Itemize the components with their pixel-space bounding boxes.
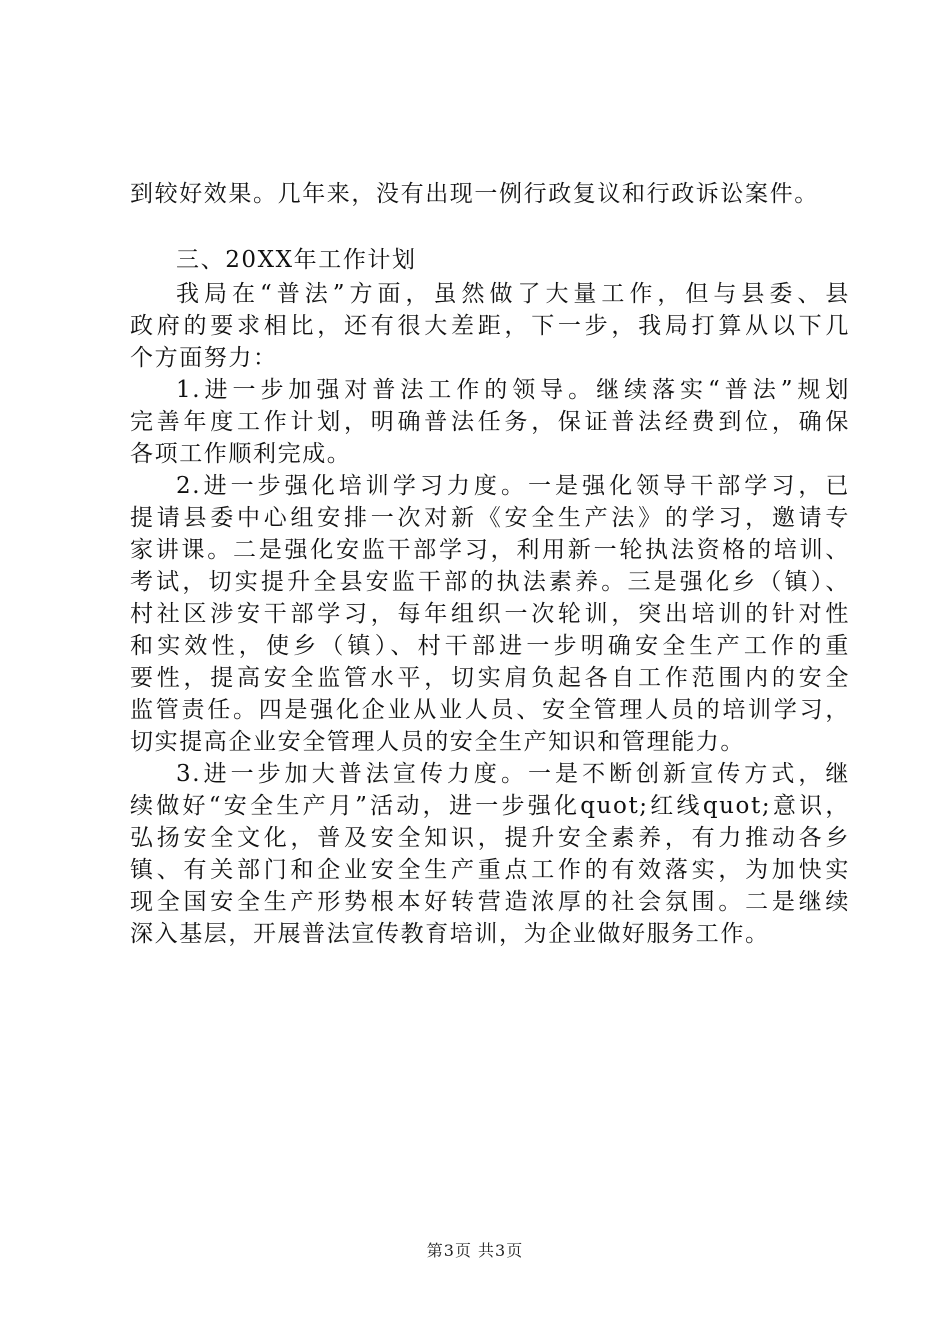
- section-heading: 三、20XX年工作计划: [176, 247, 417, 273]
- page-number-footer: 第3页 共3页: [426, 1241, 524, 1260]
- item1-line-3: 各项工作顺利完成。: [130, 441, 352, 467]
- item1-line-1: 1.进一步加强对普法工作的领导。继续落实“普法”规划: [176, 377, 850, 403]
- item3-line-5: 现全国安全生产形势根本好转营造浓厚的社会氛围。二是继续: [130, 889, 850, 915]
- intro-line-2: 政府的要求相比，还有很大差距，下一步，我局打算从以下几: [130, 313, 850, 339]
- item2-line-4: 考试，切实提升全县安监干部的执法素养。三是强化乡（镇）、: [130, 569, 850, 595]
- item3-line-2: 续做好“安全生产月”活动，进一步强化quot;红线quot;意识，: [130, 793, 850, 819]
- item2-line-7: 要性，提高安全监管水平，切实肩负起各自工作范围内的安全: [130, 665, 850, 691]
- carry-over-line: 到较好效果。几年来，没有出现一例行政复议和行政诉讼案件。: [130, 181, 819, 207]
- item3-line-6: 深入基层，开展普法宣传教育培训，为企业做好服务工作。: [130, 921, 770, 947]
- item3-line-4: 镇、有关部门和企业安全生产重点工作的有效落实，为加快实: [130, 857, 850, 883]
- item2-line-8: 监管责任。四是强化企业从业人员、安全管理人员的培训学习，: [130, 697, 850, 723]
- item2-line-3: 家讲课。二是强化安监干部学习，利用新一轮执法资格的培训、: [130, 537, 850, 563]
- item2-line-6: 和实效性，使乡（镇）、村干部进一步明确安全生产工作的重: [130, 633, 850, 659]
- item2-line-5: 村社区涉安干部学习，每年组织一次轮训，突出培训的针对性: [130, 601, 850, 627]
- intro-line-3: 个方面努力：: [130, 345, 278, 371]
- intro-line-1: 我局在“普法”方面，虽然做了大量工作，但与县委、县: [176, 281, 850, 307]
- item2-line-9: 切实提高企业安全管理人员的安全生产知识和管理能力。: [130, 729, 745, 755]
- item2-line-1: 2.进一步强化培训学习力度。一是强化领导干部学习，已: [176, 473, 850, 499]
- item3-line-3: 弘扬安全文化，普及安全知识，提升安全素养，有力推动各乡: [130, 825, 850, 851]
- item1-line-2: 完善年度工作计划，明确普法任务，保证普法经费到位，确保: [130, 409, 850, 435]
- item2-line-2: 提请县委中心组安排一次对新《安全生产法》的学习，邀请专: [130, 505, 850, 531]
- item3-line-1: 3.进一步加大普法宣传力度。一是不断创新宣传方式，继: [176, 761, 850, 787]
